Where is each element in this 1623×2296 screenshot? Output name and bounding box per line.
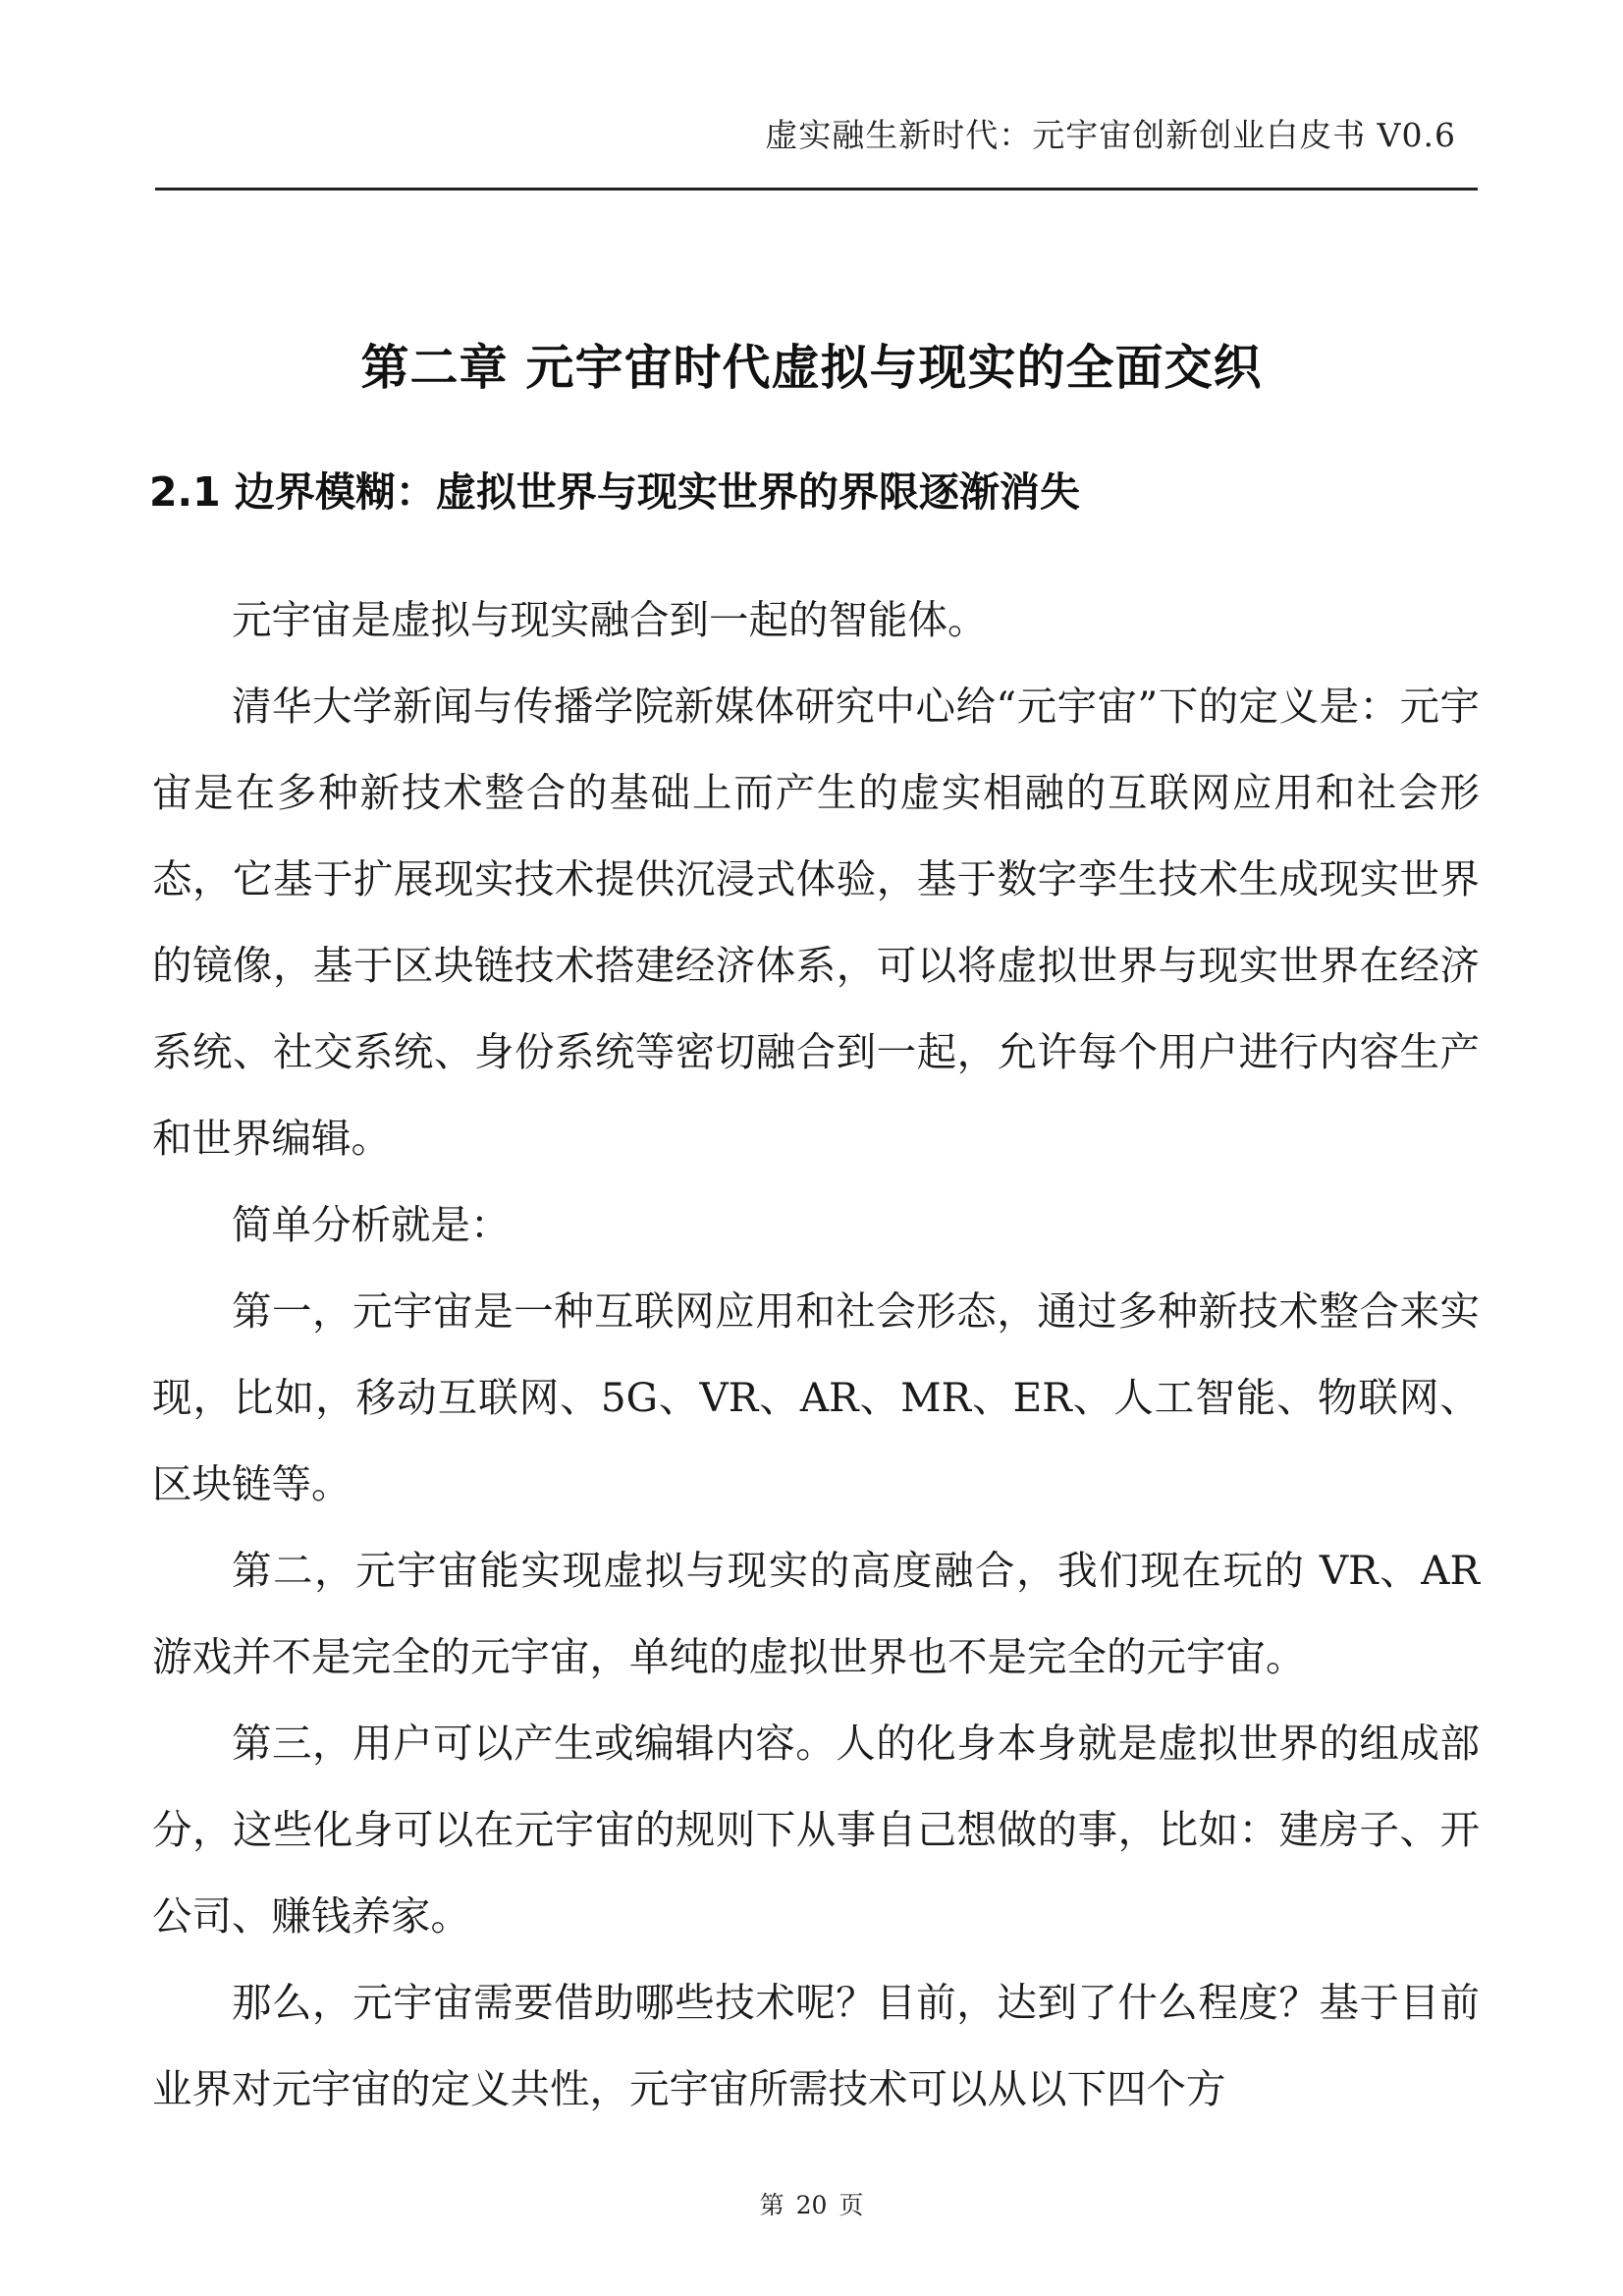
section-title: 2.1 边界模糊：虚拟世界与现实世界的界限逐渐消失 (149, 468, 1080, 516)
paragraph: 第一，元宇宙是一种互联网应用和社会形态，通过多种新技术整合来实现，比如，移动互联网、5G、VR、AR、MR、ER、人工智能、物联网、区块链等。 (152, 1287, 1480, 1507)
chapter-title: 第二章 元宇宙时代虚拟与现实的全面交织 (360, 340, 1263, 396)
running-header: 虚实融生新时代：元宇宙创新创业白皮书 V0.6 (765, 116, 1456, 154)
paragraph: 元宇宙是虚拟与现实融合到一起的智能体。 (232, 596, 988, 643)
body-text (152, 576, 1480, 2132)
header-divider (155, 188, 1478, 191)
paragraph: 第二，元宇宙能实现虚拟与现实的高度融合，我们现在玩的 VR、AR 游戏并不是完全的元宇宙，单纯的虚拟世界也不是完全的元宇宙。 (152, 1547, 1480, 1680)
paragraph: 那么，元宇宙需要借助哪些技术呢？目前，达到了什么程度？基于目前业界对元宇宙的定义共性，元宇宙所需技术可以从以下四个方 (152, 1979, 1480, 2112)
paragraph: 清华大学新闻与传播学院新媒体研究中心给“元宇宙”下的定义是：元宇宙是在多种新技术整合的基础上而产生的虚实相融的互联网应用和社会形态，它基于扩展现实技术提供沉浸式体验，基于数字孪生技术生成现实世界的镜像，基于区块链技术搭建经济体系，可以将虚拟世界与现实世界在经济系统、社交系统、身份系统等密切融合到一起，允许每个用户进行内容生产和世界编辑。 (152, 683, 1480, 1162)
paragraph: 第三，用户可以产生或编辑内容。人的化身本身就是虚拟世界的组成部分，这些化身可以在元宇宙的规则下从事自己想做的事，比如：建房子、开公司、赚钱养家。 (152, 1720, 1480, 1940)
page-number: 第 20 页 (759, 2191, 864, 2219)
paragraph: 简单分析就是： (232, 1201, 511, 1248)
